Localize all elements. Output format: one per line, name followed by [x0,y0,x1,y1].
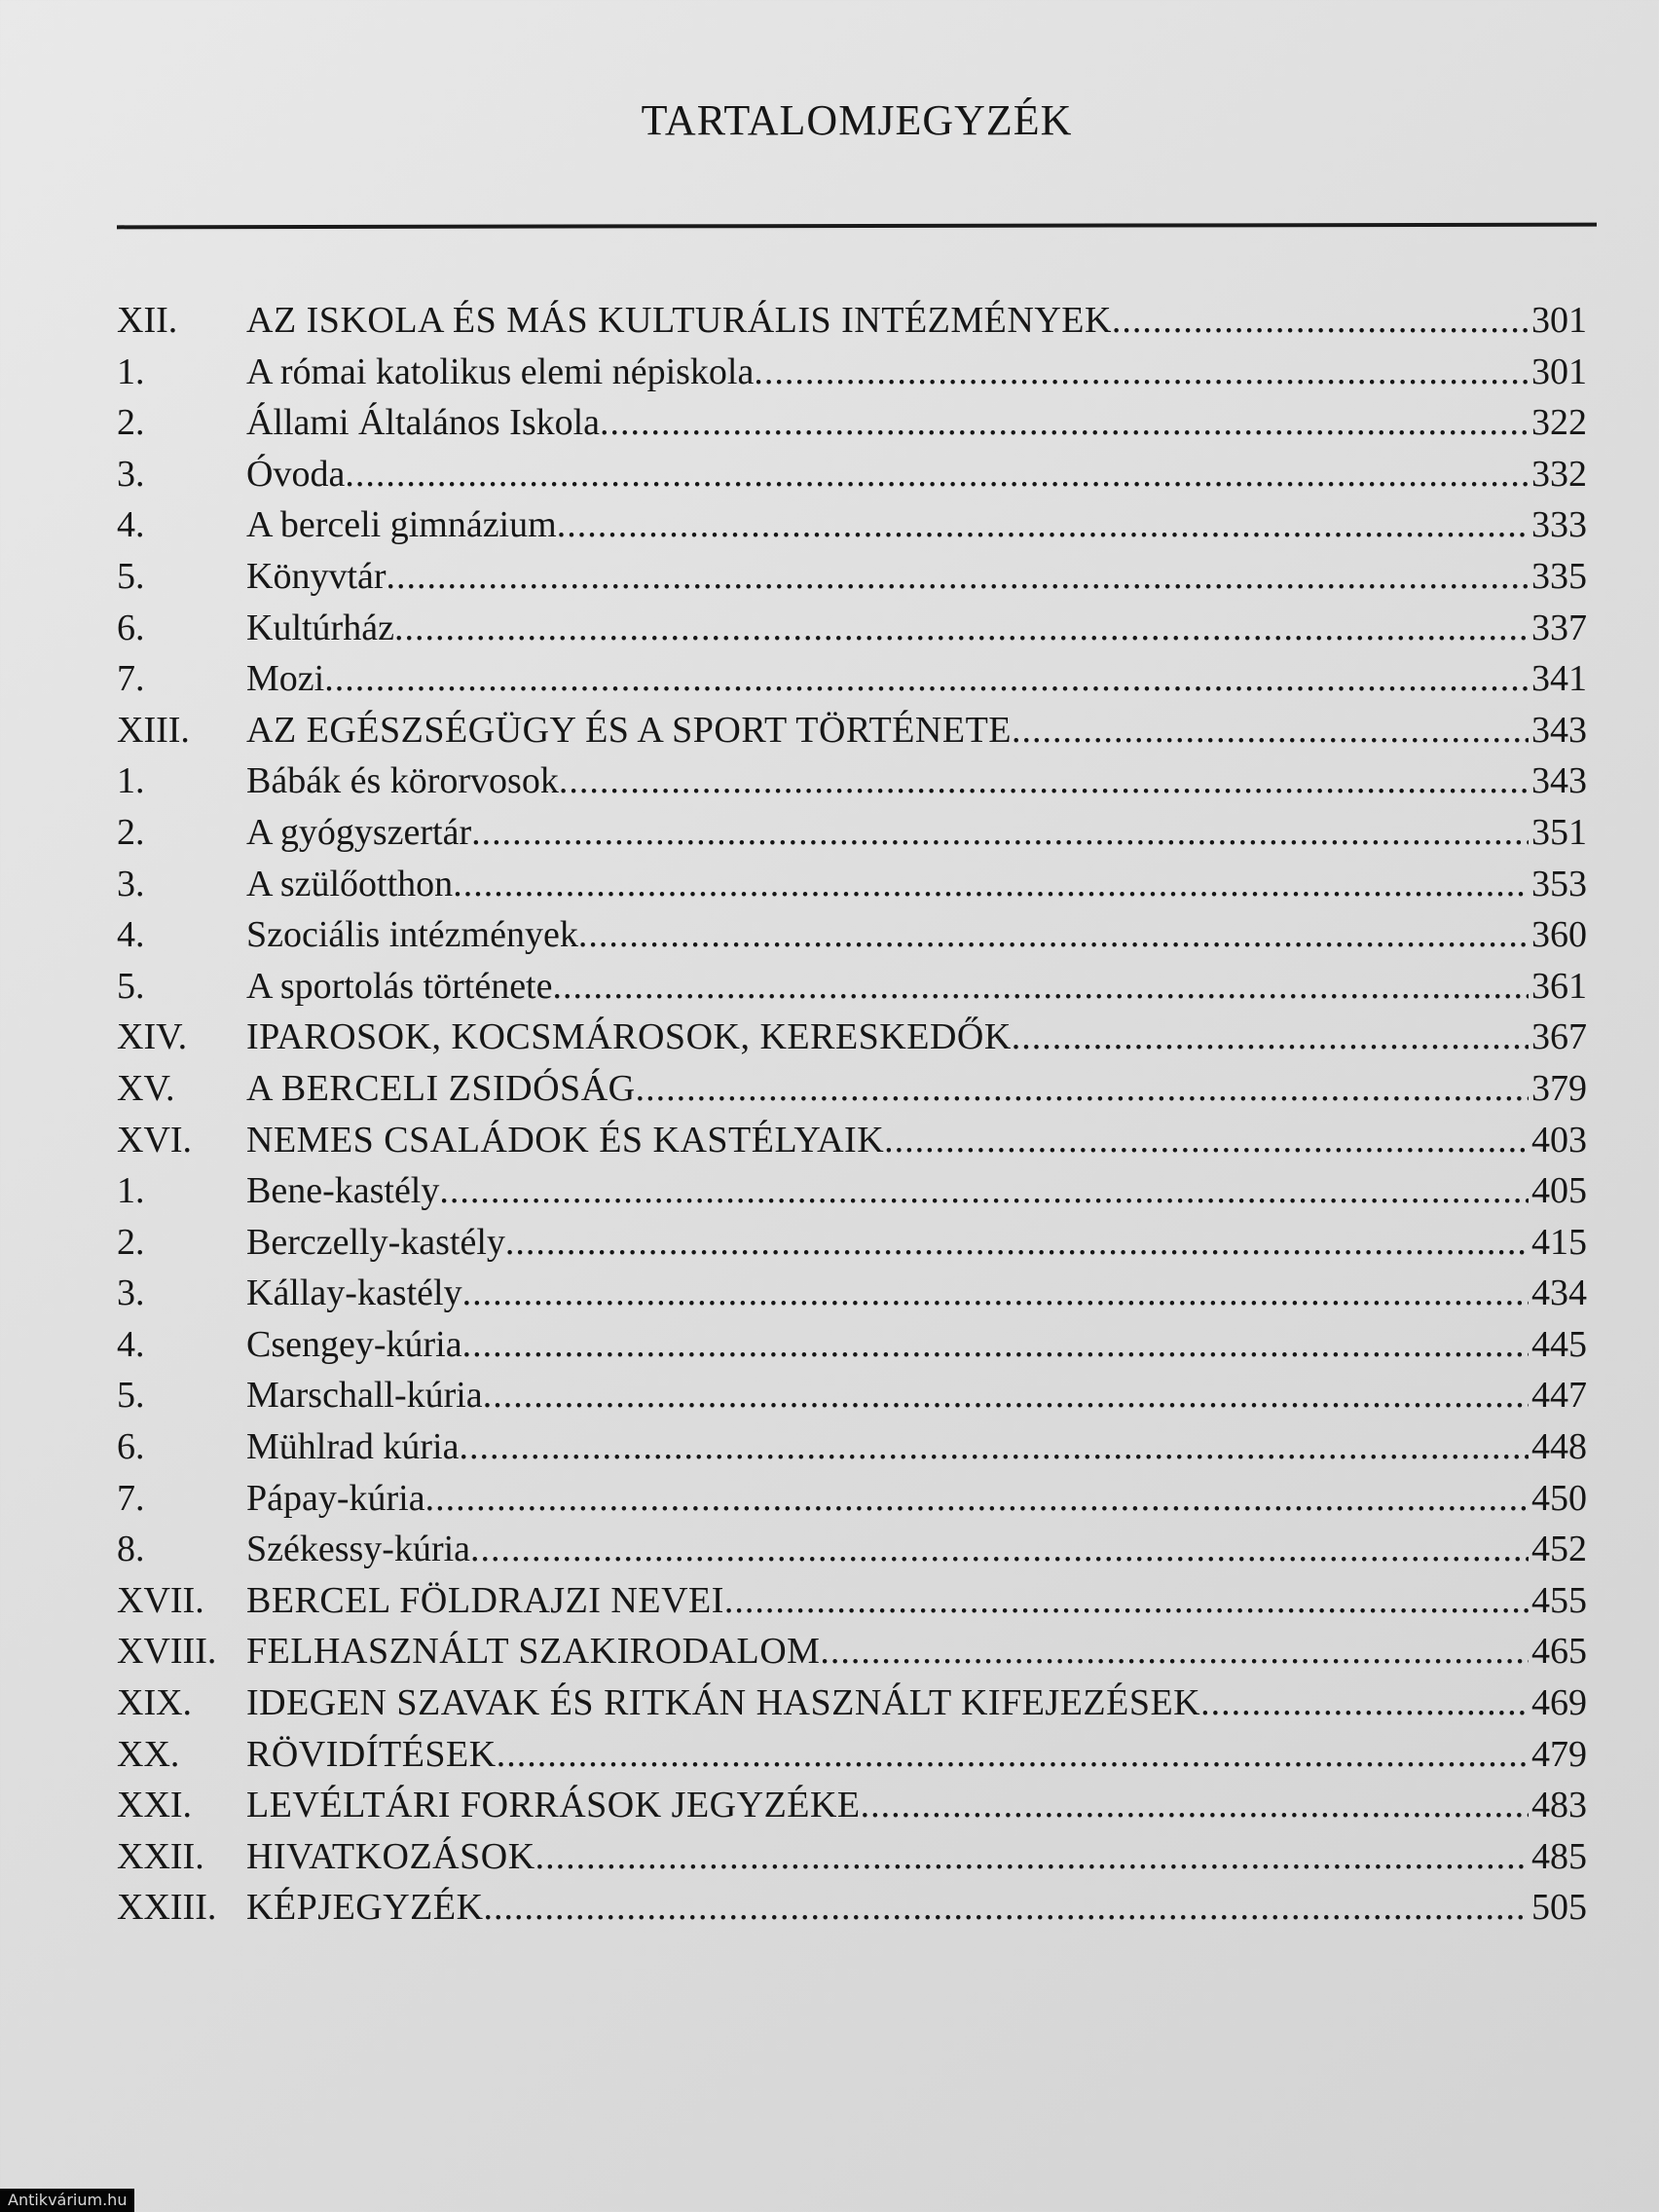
toc-entry-page: 455 [1531,1579,1587,1621]
toc-entry [117,603,1587,654]
toc-entry-page: 360 [1531,914,1587,956]
toc-entry [117,499,1587,551]
toc-entry-title: Könyvtár ..... [246,551,1529,603]
toc-entry-page: 479 [1531,1733,1587,1775]
toc-entry-number: XVII. [117,1579,204,1621]
toc-entry-page: 405 [1531,1170,1587,1212]
toc-entry-page: 450 [1531,1477,1587,1519]
toc-entry-page: 485 [1531,1835,1587,1877]
toc-entry-title: IDEGEN SZAVAK ÉS RITKÁN HASZNÁLT KIFEJEZÉSEK ..... [246,1677,1529,1729]
toc-entry-title: A gyógyszertár ..... [246,807,1529,859]
toc-entry-title: A BERCELI ZSIDÓSÁG ..... [246,1063,1529,1115]
toc-entry [117,1831,1587,1883]
toc-entry [117,859,1587,910]
toc-entry-number: 4. [117,914,145,956]
toc-entry-title: LEVÉLTÁRI FORRÁSOK JEGYZÉKE ..... [246,1780,1529,1831]
toc-entry-number: 5. [117,555,145,597]
toc-entry-title: Marschall-kúria ..... [246,1370,1529,1421]
toc-entry-title: IPAROSOK, KOCSMÁROSOK, KERESKEDŐK ..... [246,1012,1529,1063]
toc-entry [117,705,1587,756]
toc-entry-title: Kállay-kastély ..... [246,1268,1529,1319]
toc-entry-page: 343 [1531,709,1587,751]
toc-entry-title: A berceli gimnázium ..... [246,499,1529,551]
toc-entry-number: XV. [117,1067,175,1109]
toc-entry-number: 4. [117,1323,145,1365]
toc-entry [117,1729,1587,1781]
toc-entry [117,1268,1587,1319]
toc-entry [117,347,1587,398]
toc-entry-number: 2. [117,811,145,853]
toc-entry-number: 4. [117,504,145,546]
toc-entry-number: 5. [117,965,145,1007]
toc-entry-number: 7. [117,1477,145,1519]
toc-entry [117,1473,1587,1525]
toc-entry-number: 2. [117,402,145,444]
toc-entry-title: Óvoda ..... [246,449,1529,500]
page-title: TARTALOMJEGYZÉK [641,96,1073,144]
toc-entry-title: AZ ISKOLA ÉS MÁS KULTURÁLIS INTÉZMÉNYEK ..... [246,295,1529,347]
toc-entry-title: Székessy-kúria ..... [246,1524,1529,1575]
toc-entry-number: XXII. [117,1835,204,1877]
toc-entry-page: 469 [1531,1682,1587,1724]
toc-entry [117,1115,1587,1166]
toc-entry-number: 3. [117,453,145,495]
toc-entry-title: KÉPJEGYZÉK ..... [246,1882,1529,1934]
toc-entry-number: XIV. [117,1016,188,1058]
toc-entry-page: 361 [1531,965,1587,1007]
toc-entry-title: A sportolás története ..... [246,961,1529,1013]
toc-entry-page: 403 [1531,1119,1587,1161]
toc-entry [117,449,1587,500]
toc-entry [117,1524,1587,1575]
toc-entry-title: Kultúrház ..... [246,603,1529,654]
toc-entry-title: Mühlrad kúria ..... [246,1421,1529,1473]
toc-entry [117,1882,1587,1934]
toc-entry-number: 1. [117,1170,145,1212]
toc-entry-title: HIVATKOZÁSOK ..... [246,1831,1529,1883]
title-divider [117,223,1597,230]
table-of-contents [117,295,1587,1934]
toc-entry-number: 3. [117,863,145,904]
toc-entry [117,1575,1587,1627]
toc-entry-number: XX. [117,1733,180,1775]
toc-entry-title: FELHASZNÁLT SZAKIRODALOM ..... [246,1626,1529,1677]
toc-entry-page: 335 [1531,555,1587,597]
toc-entry-number: 6. [117,607,145,648]
toc-entry-number: 1. [117,350,145,392]
toc-entry-page: 343 [1531,760,1587,802]
toc-entry-page: 452 [1531,1529,1587,1570]
toc-entry-page: 367 [1531,1016,1587,1058]
toc-entry-title: Mozi ..... [246,653,1529,705]
toc-entry [117,1677,1587,1729]
toc-entry [117,756,1587,807]
toc-entry-title: A szülőotthon ..... [246,859,1529,910]
toc-entry [117,1626,1587,1677]
toc-entry [117,653,1587,705]
toc-entry-page: 448 [1531,1426,1587,1468]
toc-entry [117,1063,1587,1115]
toc-entry-page: 333 [1531,504,1587,546]
toc-entry-title: A római katolikus elemi népiskola ..... [246,347,1529,398]
toc-entry [117,1217,1587,1269]
toc-entry [117,397,1587,449]
toc-entry-title: NEMES CSALÁDOK ÉS KASTÉLYAIK ..... [246,1115,1529,1166]
toc-entry-number: 3. [117,1272,145,1314]
toc-entry [117,1421,1587,1473]
toc-entry-title: Bene-kastély ..... [246,1165,1529,1217]
toc-entry-page: 483 [1531,1785,1587,1826]
toc-entry-page: 445 [1531,1323,1587,1365]
toc-entry-page: 415 [1531,1221,1587,1263]
toc-entry-number: XIII. [117,709,190,751]
toc-entry-number: XXIII. [117,1887,217,1929]
toc-entry [117,1370,1587,1421]
toc-entry [117,1319,1587,1371]
toc-entry-number: 8. [117,1529,145,1570]
toc-entry [117,1165,1587,1217]
toc-entry-page: 301 [1531,350,1587,392]
toc-entry-page: 332 [1531,453,1587,495]
toc-entry-title: RÖVIDÍTÉSEK ..... [246,1729,1529,1781]
toc-entry-page: 465 [1531,1631,1587,1673]
toc-entry-title: Berczelly-kastély ..... [246,1217,1529,1269]
toc-entry-number: 6. [117,1426,145,1468]
toc-entry-page: 379 [1531,1067,1587,1109]
site-watermark: Antikvárium.hu [0,2189,134,2212]
toc-entry-page: 322 [1531,402,1587,444]
toc-entry-page: 301 [1531,300,1587,341]
toc-entry-number: 1. [117,760,145,802]
toc-entry [117,909,1587,961]
toc-entry-page: 341 [1531,658,1587,700]
toc-entry-title: Állami Általános Iskola ..... [246,397,1529,449]
toc-entry [117,807,1587,859]
toc-entry-page: 447 [1531,1375,1587,1417]
toc-entry-number: 5. [117,1375,145,1417]
toc-entry-number: XXI. [117,1785,193,1826]
toc-entry [117,961,1587,1013]
toc-entry [117,551,1587,603]
toc-entry-title: Szociális intézmények ..... [246,909,1529,961]
toc-entry [117,1012,1587,1063]
toc-entry-page: 353 [1531,863,1587,904]
toc-entry-title: Pápay-kúria ..... [246,1473,1529,1525]
toc-entry-title: BERCEL FÖLDRAJZI NEVEI ..... [246,1575,1529,1627]
toc-entry-page: 434 [1531,1272,1587,1314]
toc-entry-page: 505 [1531,1887,1587,1929]
toc-entry-number: XVIII. [117,1631,217,1673]
toc-entry-page: 337 [1531,607,1587,648]
toc-entry-title: Csengey-kúria ..... [246,1319,1529,1371]
toc-entry-page: 351 [1531,811,1587,853]
toc-entry-number: XIX. [117,1682,193,1724]
toc-entry [117,295,1587,347]
toc-entry-title: AZ EGÉSZSÉGÜGY ÉS A SPORT TÖRTÉNETE ..... [246,705,1529,756]
toc-entry-title: Bábák és körorvosok ..... [246,756,1529,807]
toc-entry-number: 2. [117,1221,145,1263]
toc-entry-number: XII. [117,300,178,341]
toc-entry-number: XVI. [117,1119,193,1161]
toc-entry-number: 7. [117,658,145,700]
toc-entry [117,1780,1587,1831]
